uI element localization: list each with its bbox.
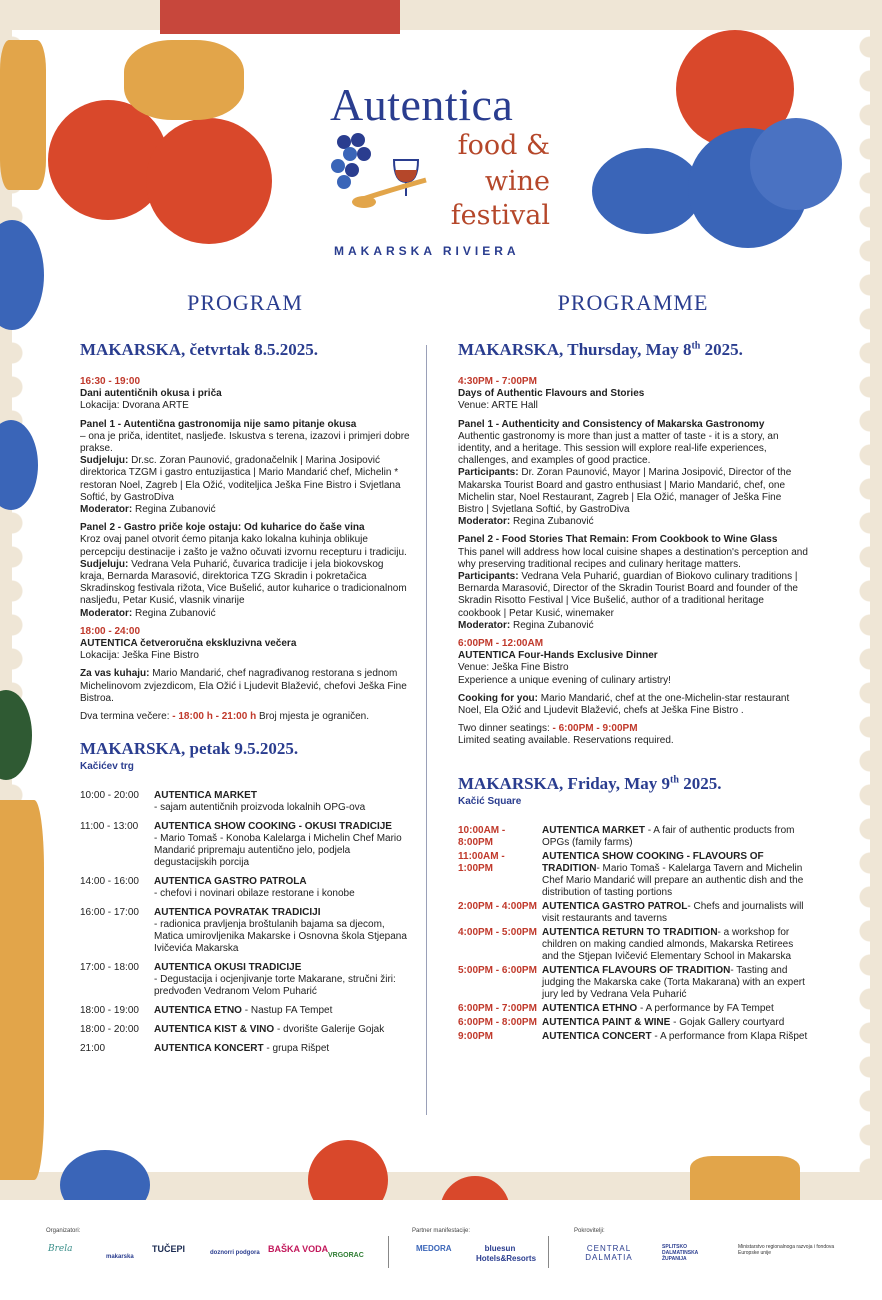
festival-line-3: festival — [450, 200, 550, 231]
schedule-time: 10:00AM - 8:00PM — [458, 824, 506, 848]
schedule-entry — [154, 962, 410, 998]
schedule-entry — [542, 1017, 808, 1029]
pasta-illustration — [124, 40, 244, 120]
logo-ministry: Ministarstvo regionalnoga razvoja i fondova Europske unije — [738, 1244, 835, 1256]
panel-2-moderator: Moderator: Regina Zubanović — [80, 607, 216, 619]
schedule-row — [458, 1017, 808, 1029]
schedule-title: AUTENTICA SHOW COOKING - FLAVOURS OF TRADITION — [542, 850, 764, 874]
schedule-title: AUTENTICA CONCERT — [542, 1030, 652, 1042]
pasta-illustration — [690, 1156, 800, 1200]
dinner-chefs: Za vas kuhaju: Mario Mandarić, chef nagrađivanog restorana s jednom Michelinovom zvjezdicom, Ela Ožić i Ljudevit Blažević, chefovi Ješka Fine Bistroa. — [80, 668, 407, 704]
dinner-location: Lokacija: Ješka Fine Bistro — [80, 650, 199, 662]
schedule-title: AUTENTICA KIST & VINO — [154, 1024, 275, 1036]
friday-schedule-en — [458, 825, 808, 1043]
schedule-title: AUTENTICA GASTRO PATROL — [542, 900, 688, 912]
schedule-detail: - Mario Tomaš - Kalelarga Tavern and Michelin Chef Mario Mandarić will prepare an authentic dish and the distribution of tasting portions — [542, 862, 804, 898]
schedule-entry — [542, 851, 808, 899]
event-title: Dani autentičnih okusa i priča — [80, 388, 222, 400]
schedule-title: AUTENTICA MARKET — [154, 790, 257, 802]
schedule-detail: - Chefs and journalists will visit restaurants and taverns — [542, 900, 804, 924]
venue-subheading: Kačićev trg — [80, 761, 134, 773]
schedule-time: 14:00 - 16:00 — [80, 876, 139, 888]
panel-2-description: This panel will address how local cuisine shapes a destination's perception and why preserving traditional recipes and culinary heritage matters. — [458, 546, 808, 570]
schedule-detail: - A performance from Klapa Rišpet — [651, 1030, 808, 1042]
programme-english — [458, 290, 808, 1045]
schedule-time: 6:00PM - 7:00PM — [458, 1002, 537, 1014]
programme-heading: PROGRAMME — [557, 290, 709, 315]
panel-2-moderator: Moderator: Regina Zubanović — [458, 619, 594, 631]
schedule-row — [80, 821, 410, 869]
event-time: 4:30PM - 7:00PM — [458, 376, 537, 387]
schedule-time: 2:00PM - 4:00PM — [458, 900, 537, 912]
schedule-detail: - dvorište Galerije Gojak — [274, 1024, 385, 1036]
schedule-detail: - Nastup FA Tempet — [241, 1005, 333, 1017]
panel-1-participants: Participants: Dr. Zoran Paunović, Mayor | Marina Josipović, Director of the Makarska Tourist Board and gastro enthusiast | Mario Mandarić, chef, one Michelin star, Noel Restaurant, Zagreb | Ela Ožić, manager of Ješka Fine Bistro | Svjetlana Softić, by GastroDiva — [458, 467, 792, 516]
schedule-time: 17:00 - 18:00 — [80, 962, 139, 974]
footer-divider — [548, 1236, 549, 1268]
panel-1-description: – ona je priča, identitet, nasljeđe. Iskustva s terena, izazovi i primjeri dobre prakse. — [80, 430, 410, 455]
panel-2-description: Kroz ovaj panel otvorit ćemo pitanja kako lokalna kuhinja oblikuje percepciju destinacije i zašto je važno očuvati izvornu recepturu i tradiciju. — [80, 534, 407, 558]
schedule-entry — [542, 927, 808, 963]
schedule-detail: - Mario Tomaš - Konoba Kalelarga i Michelin Chef Mario Mandarić pripremaju autentično jelo, podjela degustacijskih porcija — [154, 833, 402, 869]
schedule-entry — [542, 825, 808, 849]
festival-line-2: wine — [484, 166, 550, 197]
schedule-entry — [154, 907, 410, 955]
right-stamp-edge — [846, 30, 870, 1172]
panel-1-title: Panel 1 - Autentična gastronomija nije samo pitanje okusa — [80, 418, 357, 430]
schedule-detail: - grupa Rišpet — [263, 1043, 330, 1055]
schedule-time: 18:00 - 19:00 — [80, 1005, 139, 1017]
panel-1-title: Panel 1 - Authenticity and Consistency of Makarska Gastronomy — [458, 418, 765, 430]
schedule-detail: - A fair of authentic products from OPGs (family farms) — [542, 824, 795, 848]
logo-split-dalmatia-county: SPLITSKO DALMATINSKA ŽUPANIJA — [662, 1244, 699, 1262]
logo-podgora: doznorri podgora — [210, 1250, 260, 1256]
festival-logo — [330, 78, 560, 268]
schedule-title: AUTENTICA KONCERT — [154, 1043, 264, 1055]
schedule-entry — [542, 901, 808, 925]
panel-1-description: Authentic gastronomy is more than just a matter of taste - it is a story, an identity, and a heritage. This session will explore real-life experiences, challenges, and examples of good practice. — [458, 430, 779, 467]
blue-potato-illustration — [750, 118, 842, 210]
schedule-entry — [154, 790, 410, 814]
day-heading-thursday-en: MAKARSKA, Thursday, May 8th 2025. — [458, 340, 743, 359]
friday-schedule — [80, 790, 410, 1055]
event-location: Lokacija: Dvorana ARTE — [80, 400, 189, 412]
schedule-entry — [154, 1005, 410, 1017]
schedule-row — [458, 1003, 808, 1015]
panel-1-participants: Sudjeluju: Dr.sc. Zoran Paunović, gradonačelnik | Marina Josipović direktorica TZGM i gastro entuzijastica | Mario Mandarić chef, Michelin * restoran Noel, Zagreb | Ela Ožić, voditeljica Ješka Fine Bistro i Svjetlana Softić, by GastroDiva — [80, 455, 401, 503]
logo-baska-voda: BAŠKA VODA — [268, 1244, 329, 1254]
schedule-row — [458, 851, 808, 899]
dinner-chefs: Cooking for you: Mario Mandarić, chef at the one-Michelin-star restaurant Noel, Ela Ožić and Ljudevit Blažević, chefs at Ješka Fine Bistro . — [458, 692, 790, 717]
brand-title: Autentica — [330, 79, 514, 130]
schedule-title: AUTENTICA GASTRO PATROLA — [154, 876, 307, 888]
blue-potato-illustration — [592, 148, 702, 234]
schedule-detail: - A performance by FA Tempet — [637, 1002, 774, 1014]
schedule-row — [80, 1024, 410, 1036]
schedule-entry — [542, 965, 808, 1001]
schedule-detail: - Tasting and judging the Makarska cake (Torta Makarana) with an expert jury led by Vedrana Vela Puharić — [542, 964, 805, 1000]
panel-1-moderator: Moderator: Regina Zubanović — [80, 504, 216, 516]
dinner-location: Venue: Ješka Fine Bistro — [458, 662, 569, 674]
event-title: Days of Authentic Flavours and Stories — [458, 388, 645, 400]
schedule-time: 11:00AM - 1:00PM — [458, 850, 505, 874]
dinner-time: 6:00PM - 12:00AM — [458, 638, 544, 650]
logo-medora: MEDORA — [416, 1244, 452, 1253]
schedule-title: AUTENTICA POVRATAK TRADICIJI — [154, 907, 321, 919]
logo-bluesun: bluesun Hotels&Resorts — [476, 1244, 537, 1263]
schedule-title: AUTENTICA MARKET — [542, 824, 645, 836]
logo-brela: Brela — [48, 1244, 73, 1254]
schedule-row — [458, 965, 808, 1001]
schedule-time: 21:00 — [80, 1043, 106, 1055]
cheese-illustration — [160, 0, 400, 34]
schedule-detail: - Degustacija i ocjenjivanje torte Makarane, stručni žiri: predvođen Vedranom Velom Puharić — [154, 974, 396, 998]
schedule-row — [80, 1005, 410, 1017]
schedule-time: 16:00 - 17:00 — [80, 907, 139, 919]
tomato-illustration — [440, 1176, 510, 1200]
schedule-row — [80, 876, 410, 900]
dinner-reservation-note: Limited seating available. Reservations required. — [458, 735, 674, 747]
schedule-detail: - sajam autentičnih proizvoda lokalnih OPG-ova — [154, 802, 366, 814]
dinner-title: AUTENTICA Four-Hands Exclusive Dinner — [458, 650, 658, 662]
festival-line-1: food & — [457, 130, 550, 161]
schedule-title: AUTENTICA OKUSI TRADICIJE — [154, 962, 302, 974]
schedule-entry — [154, 821, 410, 869]
schedule-row — [80, 790, 410, 814]
schedule-detail: - a workshop for children on making candied almonds, Makarska Retirees and the Stjepan Ivičević Elementary School in Makarska — [542, 926, 794, 962]
schedule-row — [458, 927, 808, 963]
dinner-title: AUTENTICA četveroručna ekskluzivna večera — [80, 638, 297, 650]
event-time: 16:30 - 19:00 — [80, 376, 141, 387]
logo-central-dalmatia: CENTRAL DALMATIA — [585, 1244, 633, 1262]
pasta-illustration — [0, 40, 46, 190]
dinner-seatings: Two dinner seatings: - 6:00PM - 9:00PM — [458, 723, 638, 735]
program-heading: PROGRAM — [187, 290, 303, 315]
schedule-time: 9:00PM — [458, 1030, 494, 1042]
schedule-row — [80, 1043, 410, 1055]
schedule-row — [458, 825, 808, 849]
dinner-tagline: Experience a unique evening of culinary artistry! — [458, 674, 671, 686]
schedule-detail: - radionica pravljenja broštulanih bajama sa djecom, Matica umirovljenika Makarske i Osnovna škola Stjepana Ivičevića Makarska — [154, 919, 407, 955]
patrons-label: Pokrovitelji: — [574, 1228, 605, 1234]
logo-tucepi: TUČEPI — [152, 1244, 186, 1254]
partner-label: Partner manifestacije: — [412, 1228, 471, 1234]
panel-2-participants: Participants: Vedrana Vela Puharić, guardian of Biokovo culinary traditions | Bernarda Marasović, Director of the Skradin Tourist Board and founder of the Skradin Risotto Festival | Vice Bušelić, author of a traditional heritage cookbook | Petar Kusić, winemaker — [458, 571, 798, 619]
panel-2-title: Panel 2 - Food Stories That Remain: From Cookbook to Wine Glass — [458, 534, 778, 546]
pasta-illustration — [0, 800, 44, 1180]
organizers-label: Organizatori: — [46, 1228, 81, 1234]
schedule-time: 18:00 - 20:00 — [80, 1024, 139, 1036]
schedule-row — [458, 901, 808, 925]
schedule-time: 11:00 - 13:00 — [80, 821, 139, 833]
region-label: MAKARSKA RIVIERA — [334, 244, 520, 258]
grape-wine-icon — [330, 130, 430, 220]
schedule-time: 5:00PM - 6:00PM — [458, 964, 537, 976]
schedule-row — [80, 962, 410, 998]
column-divider — [426, 345, 427, 1115]
schedule-time: 6:00PM - 8:00PM — [458, 1016, 537, 1028]
dinner-time: 18:00 - 24:00 — [80, 625, 141, 637]
dinner-seatings: Dva termina večere: - 18:00 h - 21:00 h Broj mjesta je ograničen. — [80, 711, 370, 723]
schedule-entry — [154, 1043, 410, 1055]
schedule-title: AUTENTICA PAINT & WINE — [542, 1016, 671, 1028]
schedule-entry — [154, 1024, 410, 1036]
logo-vrgorac: VRGORAC — [328, 1252, 364, 1259]
schedule-title: AUTENTICA FLAVOURS OF TRADITION — [542, 964, 731, 976]
schedule-time: 4:00PM - 5:00PM — [458, 926, 537, 938]
panel-2-title: Panel 2 - Gastro priče koje ostaju: Od kuharice do čaše vina — [80, 522, 365, 534]
panel-1-moderator: Moderator: Regina Zubanović — [458, 516, 594, 528]
day-heading-friday-en: MAKARSKA, Friday, May 9th 2025. — [458, 773, 722, 793]
schedule-entry — [542, 1031, 808, 1043]
schedule-title: AUTENTICA ETNO — [154, 1005, 242, 1017]
tomato-illustration — [146, 118, 272, 244]
schedule-title: AUTENTICA ETHNO — [542, 1002, 638, 1014]
schedule-row — [458, 1031, 808, 1043]
schedule-detail: - Gojak Gallery courtyard — [670, 1016, 785, 1028]
footer-divider — [388, 1236, 389, 1268]
schedule-title: AUTENTICA SHOW COOKING - OKUSI TRADICIJE — [154, 821, 392, 833]
panel-2-participants: Sudjeluju: Vedrana Vela Puharić, čuvarica tradicije i jela biokovskog kraja, Bernarda Marasović, direktorica TZG Skradin i pokretačica Skradinskog festivala rižota, Vice Bušelić, autor kuharice o tradicionalnom nasljeđu, Petar Kusić, vlasnik vinarije — [80, 558, 407, 607]
day-heading-friday: MAKARSKA, petak 9.5.2025. — [80, 739, 299, 759]
schedule-time: 10:00 - 20:00 — [80, 790, 139, 802]
venue-subheading: Kačić Square — [458, 795, 522, 807]
event-location: Venue: ARTE Hall — [458, 400, 538, 412]
schedule-entry — [154, 876, 410, 900]
schedule-row — [80, 907, 410, 955]
logo-makarska: makarska — [106, 1254, 134, 1260]
schedule-entry — [542, 1003, 808, 1015]
schedule-title: AUTENTICA RETURN TO TRADITION — [542, 926, 718, 938]
program-croatian — [80, 290, 410, 1062]
day-heading-thursday: MAKARSKA, četvrtak 8.5.2025. — [80, 340, 318, 359]
sponsor-footer — [0, 1200, 882, 1300]
schedule-detail: - chefovi i novinari obilaze restorane i konobe — [154, 888, 355, 900]
